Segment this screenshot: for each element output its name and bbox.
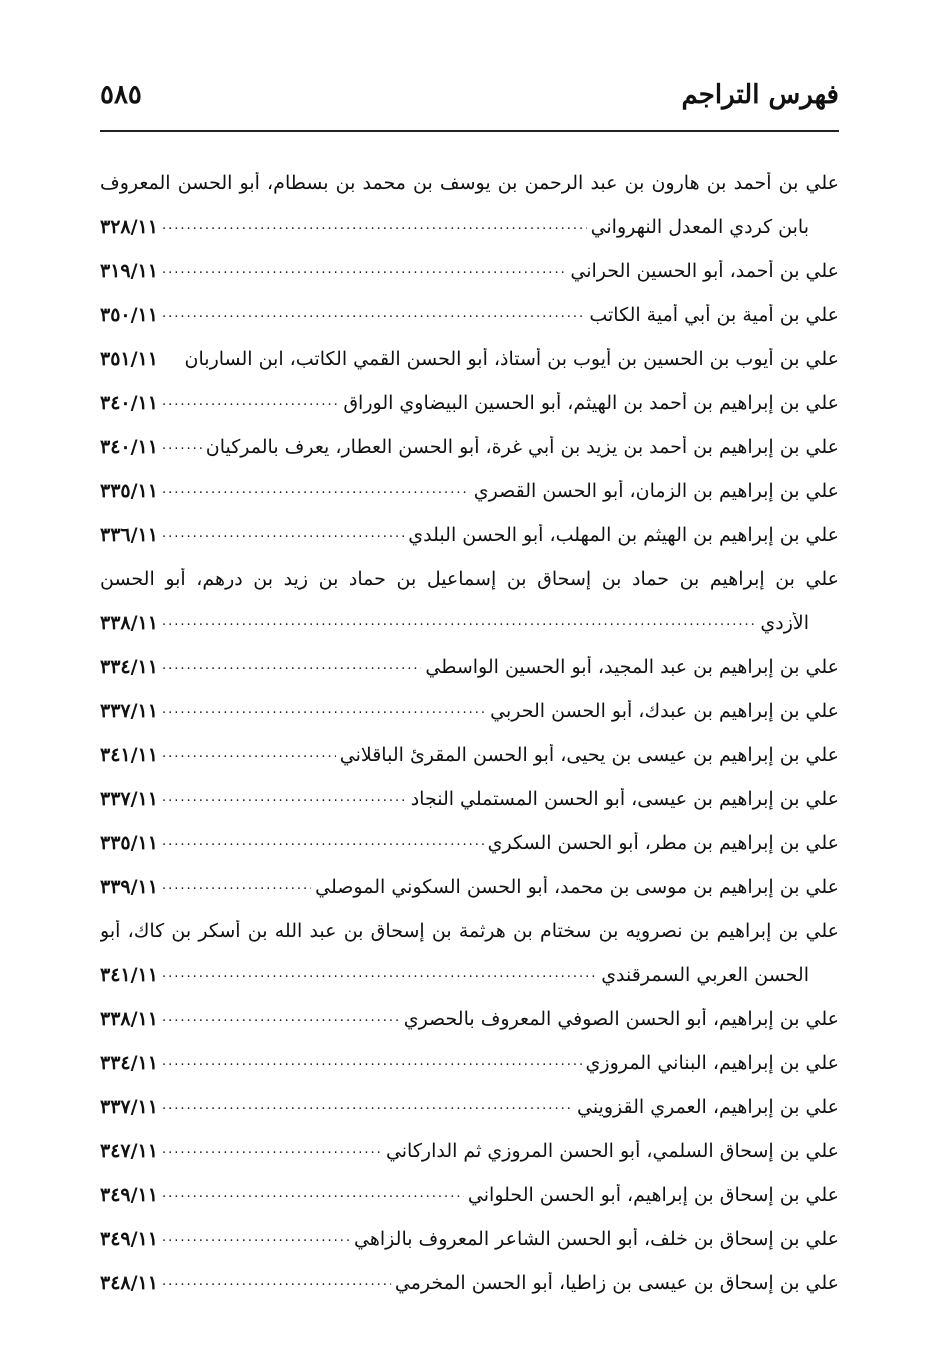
entry-name: الأزدي (760, 612, 809, 634)
index-entry (100, 458, 839, 502)
index-entry (100, 282, 839, 326)
entry-name: علي بن إسحاق بن خلف، أبو الحسن الشاعر المعروف بالزاهي (354, 1228, 839, 1250)
dot-leader (162, 967, 597, 986)
index-entry (100, 766, 839, 810)
entry-line (100, 1250, 839, 1294)
volume-page-ref: ٣٣٧/١١ (100, 788, 158, 810)
volume-page-ref: ٣٤٩/١١ (100, 1184, 158, 1206)
entry-name: علي بن إبراهيم بن أحمد بن الهيثم، أبو الحسين البيضاوي الوراق (343, 392, 839, 414)
entry-line (100, 634, 839, 678)
volume-page-ref: ٣٥٠/١١ (100, 304, 158, 326)
dot-leader (162, 615, 756, 634)
entry-line (100, 898, 839, 942)
entry-line (100, 678, 839, 722)
dot-leader (162, 1187, 464, 1206)
index-entry (100, 986, 839, 1030)
index-entry (100, 722, 839, 766)
entry-name: علي بن إسحاق السلمي، أبو الحسن المروزي ثم الداركاني (385, 1140, 839, 1162)
index-entry (100, 326, 839, 370)
dot-leader (162, 1099, 573, 1118)
entry-line (100, 326, 839, 370)
dot-leader (162, 1231, 350, 1250)
index-entry (100, 150, 839, 238)
entry-line (100, 1074, 839, 1118)
dot-leader (162, 1055, 582, 1074)
dot-leader (162, 703, 486, 722)
entry-line (100, 1162, 839, 1206)
entry-line (100, 414, 839, 458)
volume-page-ref: ٣٣٧/١١ (100, 700, 158, 722)
dot-leader (162, 483, 470, 502)
index-entries (100, 150, 839, 1294)
index-entry (100, 1030, 839, 1074)
dot-leader (162, 263, 566, 282)
header-rule (100, 130, 839, 132)
volume-page-ref: ٣٤٠/١١ (100, 436, 158, 458)
entry-line (100, 238, 839, 282)
entry-name: علي بن إبراهيم بن مطر، أبو الحسن السكري (487, 832, 839, 854)
entry-line (100, 722, 839, 766)
page-header (100, 80, 839, 110)
volume-page-ref: ٣٣٧/١١ (100, 1096, 158, 1118)
volume-page-ref: ٣٤٠/١١ (100, 392, 158, 414)
entry-line (100, 986, 839, 1030)
index-entry (100, 238, 839, 282)
entry-name: علي بن إبراهيم بن عيسى، أبو الحسن المستملي النجاد (410, 788, 839, 810)
entry-name: علي بن إبراهيم بن الهيثم بن المهلب، أبو الحسن البلدي (408, 524, 839, 546)
volume-page-ref: ٣٣٩/١١ (100, 876, 158, 898)
entry-name: علي بن إبراهيم بن موسى بن محمد، أبو الحسن السكوني الموصلي (315, 876, 839, 898)
dot-leader (162, 439, 202, 458)
entry-name: علي بن إبراهيم، أبو الحسن الصوفي المعروف بالحصري (403, 1008, 839, 1030)
dot-leader (162, 659, 421, 678)
entry-name: الحسن العربي السمرقندي (601, 964, 809, 986)
dot-leader (162, 395, 339, 414)
entry-line (100, 1030, 839, 1074)
page-number: ٥٨٥ (100, 80, 142, 110)
entry-name: علي بن أحمد، أبو الحسين الحراني (570, 260, 839, 282)
dot-leader (162, 835, 484, 854)
volume-page-ref: ٣٣٨/١١ (100, 1008, 158, 1030)
volume-page-ref: ٣٣٨/١١ (100, 612, 158, 634)
dot-leader (162, 1011, 400, 1030)
running-title: فهرس التراجم (681, 80, 839, 110)
dot-leader (162, 747, 336, 766)
index-entry (100, 414, 839, 458)
volume-page-ref: ٣٣٤/١١ (100, 1052, 158, 1074)
volume-page-ref: ٣٤٨/١١ (100, 1272, 158, 1294)
volume-page-ref: ٣٣٦/١١ (100, 524, 158, 546)
entry-line (100, 370, 839, 414)
entry-line (100, 282, 839, 326)
dot-leader (162, 219, 587, 238)
entry-line (100, 854, 839, 898)
entry-name: علي بن إبراهيم بن عبدك، أبو الحسن الحربي (490, 700, 839, 722)
volume-page-ref: ٣٣٥/١١ (100, 480, 158, 502)
volume-page-ref: ٣٢٨/١١ (100, 216, 158, 238)
entry-name: علي بن إسحاق بن عيسى بن زاطيا، أبو الحسن المخرمي (394, 1272, 839, 1294)
index-entry (100, 854, 839, 898)
entry-line (100, 502, 839, 546)
index-entry (100, 502, 839, 546)
volume-page-ref: ٣٤٧/١١ (100, 1140, 158, 1162)
entry-name: علي بن أمية بن أبي أمية الكاتب (589, 304, 839, 326)
volume-page-ref: ٣٤٩/١١ (100, 1228, 158, 1250)
entry-line (100, 458, 839, 502)
dot-leader (162, 1143, 382, 1162)
volume-page-ref: ٣٣٤/١١ (100, 656, 158, 678)
index-entry (100, 1206, 839, 1250)
volume-page-ref: ٣٥١/١١ (100, 348, 158, 370)
dot-leader (162, 307, 585, 326)
index-entry (100, 370, 839, 414)
dot-leader (162, 879, 311, 898)
entry-continuation-line (100, 590, 839, 634)
entry-continuation-line (100, 194, 839, 238)
entry-name: علي بن إبراهيم بن نصرويه بن سختام بن هرثمة بن إسحاق بن عبد الله بن أسكر بن كاك، أبو (100, 920, 839, 942)
volume-page-ref: ٣٣٥/١١ (100, 832, 158, 854)
entry-continuation-line (100, 942, 839, 986)
entry-name: علي بن إبراهيم بن عبد المجيد، أبو الحسين الواسطي (425, 656, 839, 678)
index-entry (100, 1162, 839, 1206)
volume-page-ref: ٣٤١/١١ (100, 744, 158, 766)
entry-line (100, 766, 839, 810)
index-entry (100, 1118, 839, 1162)
entry-name: علي بن إسحاق بن إبراهيم، أبو الحسن الحلواني (467, 1184, 839, 1206)
entry-line (100, 150, 839, 194)
index-entry (100, 898, 839, 986)
entry-name: علي بن إبراهيم بن أحمد بن يزيد بن أبي غرة، أبو الحسن العطار، يعرف بالمركيان (205, 436, 839, 458)
entry-name: بابن كردي المعدل النهرواني (590, 216, 809, 238)
index-entry (100, 1250, 839, 1294)
volume-page-ref: ٣١٩/١١ (100, 260, 158, 282)
index-entry (100, 546, 839, 634)
entry-name: علي بن إبراهيم بن عيسى بن يحيى، أبو الحسن المقرئ الباقلاني (339, 744, 839, 766)
index-entry (100, 678, 839, 722)
entry-line (100, 1206, 839, 1250)
entry-line (100, 546, 839, 590)
entry-line (100, 810, 839, 854)
entry-name: علي بن إبراهيم، البناني المروزي (585, 1052, 839, 1074)
entry-name: علي بن إبراهيم بن حماد بن إسحاق بن إسماعيل بن حماد بن زيد بن درهم، أبو الحسن (100, 568, 839, 590)
dot-leader (162, 791, 407, 810)
entry-name: علي بن أحمد بن هارون بن عبد الرحمن بن يوسف بن محمد بن بسطام، أبو الحسن المعروف (100, 172, 839, 194)
entry-name: علي بن أيوب بن الحسين بن أيوب بن أستاذ، أبو الحسن القمي الكاتب، ابن الساربان (184, 348, 839, 370)
entry-name: علي بن إبراهيم، العمري القزويني (576, 1096, 839, 1118)
dot-leader (162, 527, 404, 546)
volume-page-ref: ٣٤١/١١ (100, 964, 158, 986)
entry-line (100, 1118, 839, 1162)
index-entry (100, 634, 839, 678)
index-entry (100, 1074, 839, 1118)
index-entry (100, 810, 839, 854)
dot-leader (162, 1275, 391, 1294)
entry-name: علي بن إبراهيم بن الزمان، أبو الحسن القصري (473, 480, 839, 502)
